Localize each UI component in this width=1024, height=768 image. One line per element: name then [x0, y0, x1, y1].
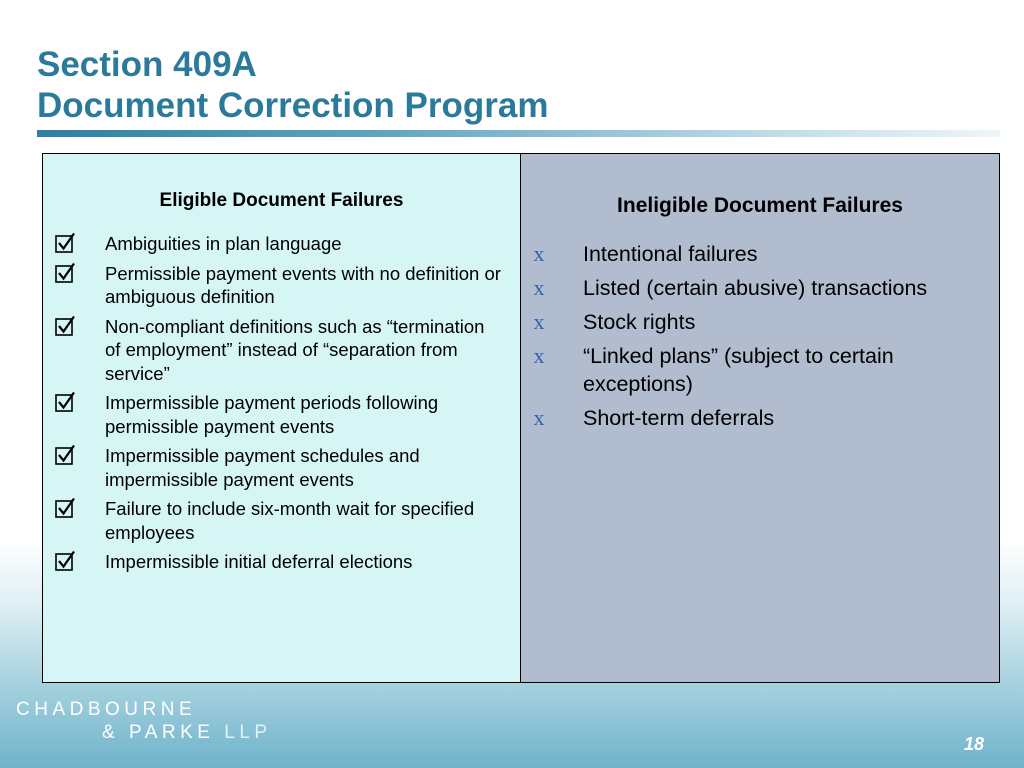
- eligible-item: [55, 391, 502, 438]
- ineligible-item-text: Short-term deferrals: [583, 406, 775, 430]
- title-underline: [37, 130, 1000, 137]
- x-mark-icon: x: [533, 241, 545, 266]
- checkbox-checked-icon: [55, 550, 75, 572]
- checkbox-checked-icon: [55, 391, 75, 413]
- logo-line-2: [102, 721, 272, 744]
- ineligible-item-text: Listed (certain abusive) transactions: [583, 276, 928, 300]
- eligible-item-text: Ambiguities in plan language: [105, 233, 342, 254]
- eligible-item-text: Failure to include six-month wait for specified employees: [105, 498, 475, 543]
- eligible-list: [43, 232, 520, 574]
- eligible-item: [55, 497, 502, 544]
- ineligible-item: [529, 404, 969, 432]
- comparison-table: [42, 153, 1000, 683]
- page-number: 18: [963, 734, 984, 754]
- logo-line-2-main: & PARKE: [102, 722, 215, 743]
- eligible-item-text: Impermissible payment schedules and impermissible payment events: [105, 445, 420, 490]
- title-line-1: Section 409A: [37, 45, 257, 84]
- ineligible-heading: Ineligible Document Failures: [617, 194, 903, 217]
- title-line-2: Document Correction Program: [37, 86, 549, 125]
- checkbox-checked-icon: [55, 232, 75, 254]
- ineligible-item-text: Stock rights: [583, 310, 696, 334]
- eligible-item: [55, 262, 502, 309]
- x-mark-icon: x: [533, 275, 545, 300]
- x-mark-icon: x: [533, 309, 545, 334]
- eligible-item-text: Permissible payment events with no definition or ambiguous definition: [105, 262, 501, 307]
- eligible-item: [55, 232, 502, 256]
- ineligible-item-text: Intentional failures: [583, 242, 758, 266]
- eligible-item: [55, 444, 502, 491]
- eligible-item: [55, 550, 502, 574]
- eligible-item-text: Impermissible initial deferral elections: [105, 551, 413, 572]
- x-mark-icon: x: [533, 343, 545, 368]
- ineligible-item: [529, 308, 969, 336]
- checkbox-checked-icon: [55, 497, 75, 519]
- checkbox-checked-icon: [55, 444, 75, 466]
- ineligible-column: [521, 154, 999, 682]
- ineligible-item: [529, 240, 969, 268]
- ineligible-item: [529, 274, 969, 302]
- eligible-column: [43, 154, 521, 682]
- eligible-heading: Eligible Document Failures: [159, 190, 404, 211]
- ineligible-item: [529, 342, 969, 398]
- eligible-item-text: Impermissible payment periods following permissible payment events: [105, 392, 439, 437]
- logo-line-1: CHADBOURNE: [16, 699, 197, 720]
- company-logo: [16, 698, 272, 744]
- logo-line-2-suffix: LLP: [224, 722, 272, 743]
- eligible-item-text: Non-compliant definitions such as “termination of employment” instead of “separation from service”: [105, 315, 485, 384]
- checkbox-checked-icon: [55, 315, 75, 337]
- ineligible-list: [521, 240, 999, 432]
- slide-title: [37, 44, 548, 126]
- checkbox-checked-icon: [55, 262, 75, 284]
- ineligible-item-text: “Linked plans” (subject to certain exceptions): [583, 344, 894, 396]
- x-mark-icon: x: [533, 405, 545, 430]
- eligible-item: [55, 315, 502, 386]
